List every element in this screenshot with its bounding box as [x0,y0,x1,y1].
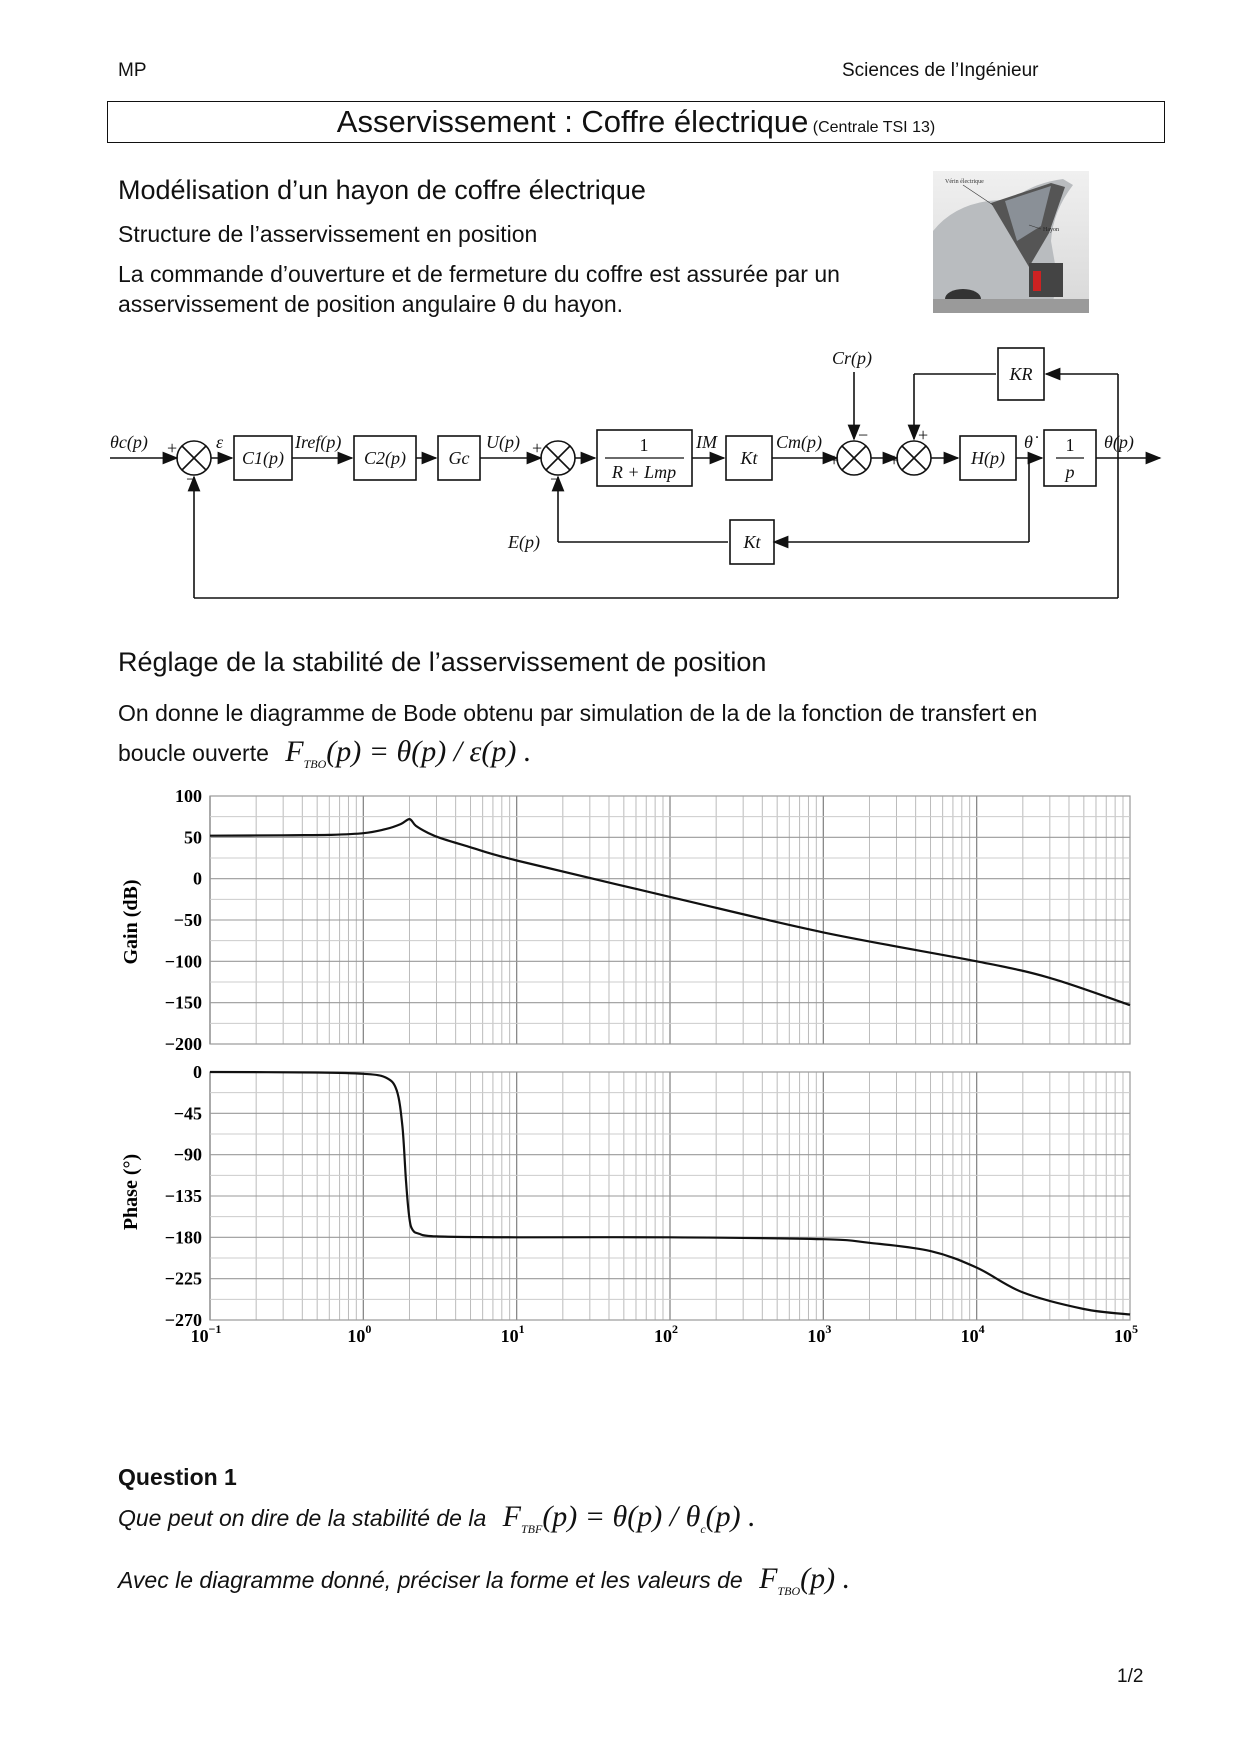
photo-label-hayon: Hayon [1043,227,1059,233]
formula-ftbf-rest2: (p) . [705,1500,756,1533]
diag-output: θ(p) [1104,432,1134,452]
formula-rest: (p) = θ(p) / ε(p) . [326,735,532,768]
block-int-num: 1 [1065,435,1075,455]
gain-ytick-label: −150 [164,992,202,1013]
question1-line2 [118,1562,850,1599]
diag-input: θc(p) [110,432,148,452]
block-h: H(p) [971,448,1005,468]
photo-label-verin: Vérin électrique [945,179,984,185]
question1-line1 [118,1500,756,1537]
formula-ftbf-sub: TBF [520,1522,543,1536]
x-tick-label: $10^3$ [807,1322,832,1346]
header-right: Sciences de l’Ingénieur [842,60,1039,81]
block-elec-den: R + Lmp [611,462,677,482]
phase-ytick-label: −270 [164,1310,202,1330]
phase-grid [210,1072,1130,1320]
section1-subheading: Structure de l’asservissement en position [118,221,538,247]
formula-ftbf-rest1: (p) = θ(p) / θ [542,1500,701,1533]
svg-text:+: + [167,438,178,458]
gain-ytick-label: 100 [175,786,202,806]
title-box [107,101,1165,143]
x-tick-label: $10^0$ [347,1322,372,1346]
car-trunk-photo [933,171,1089,313]
svg-text:−: − [186,469,197,489]
phase-ytick-label: −45 [173,1103,202,1124]
block-elec-num: 1 [639,435,649,455]
header-left: MP [118,60,147,81]
svg-text:+: + [889,450,900,470]
block-c1: C1(p) [242,448,284,468]
section2-para-prefix: boucle ouverte [118,740,269,766]
formula-ftbf-f: F [502,1500,521,1533]
question1-line2-prefix: Avec le diagramme donné, préciser la forme et les valeurs de [118,1567,743,1593]
gain-ytick-label: −50 [173,910,202,930]
block-kt-feedback: Kt [743,532,761,552]
diag-ep: E(p) [508,532,540,552]
formula-ftbf [502,1500,756,1536]
phase-ytick-label: −180 [164,1227,202,1248]
svg-text:+: + [829,450,840,470]
x-tick-label: $10^5$ [1114,1322,1138,1346]
question1-line1-prefix: Que peut on dire de la stabilité de la [118,1505,487,1531]
x-ticks [191,1322,1138,1346]
block-int-den: p [1065,462,1075,482]
block-kr: KR [1009,364,1033,384]
page-title: Asservissement : Coffre électrique [336,104,809,139]
section1-para-line2: asservissement de position angulaire θ du hayon. [118,291,624,317]
formula-sub: TBO [303,757,327,771]
phase-ylabel: Phase (°) [120,1153,142,1231]
formula-ftbo [285,735,532,771]
diag-cm: Cm(p) [776,432,822,452]
section1-para-line1: La commande d’ouverture et de fermeture du coffre est assurée par un [118,261,840,287]
phase-ytick-label: −135 [164,1186,202,1206]
phase-ticks [165,1062,202,1330]
gain-ytick-label: 0 [193,868,202,889]
block-diagram [110,338,1170,608]
bode-diagram [110,782,1170,1422]
sum-junction-3 [837,441,871,475]
x-tick-label: $10^2$ [654,1322,678,1346]
x-tick-label: $10^1$ [500,1322,525,1346]
page-subtitle: (Centrale TSI 13) [812,119,936,136]
gain-ytick-label: −200 [164,1034,202,1054]
block-c2: C2(p) [364,448,406,468]
diag-iref: Iref(p) [295,432,342,452]
diag-thetadot: θ̇ [1024,432,1033,452]
block-gc: Gc [448,448,470,468]
gain-ticks [165,786,202,1054]
formula-f: F [285,735,304,768]
svg-text:−: − [858,425,869,445]
phase-ytick-label: 0 [193,1062,202,1082]
gain-ytick-label: −100 [164,951,202,972]
svg-text:+: + [532,438,543,458]
formula-ftbo2-rest: (p) . [800,1562,851,1595]
formula-ftbo2-sub: TBO [777,1584,801,1598]
gain-ylabel: Gain (dB) [120,879,142,965]
sum-junction-4 [897,441,931,475]
section1-heading: Modélisation d’un hayon de coffre électrique [118,175,646,205]
formula-ftbo2-f: F [759,1562,778,1595]
x-tick-label: $10^{-1}$ [190,1322,222,1346]
formula-ftbo-2 [759,1562,851,1598]
svg-text:+: + [918,425,929,445]
diag-error: ε [216,432,224,452]
phase-ytick-label: −90 [173,1144,202,1165]
gain-ytick-label: 50 [184,827,202,848]
diag-cr: Cr(p) [832,348,872,368]
page-number: 1/2 [1117,1666,1144,1687]
diag-im: IM [696,432,717,452]
section2-para-line2 [118,736,531,780]
formula-ftbf-sub2: c [700,1522,706,1536]
diag-up: U(p) [486,432,520,452]
section2-heading: Réglage de la stabilité de l’asservissement de position [118,647,767,677]
block-kt: Kt [740,448,758,468]
phase-ytick-label: −225 [164,1268,202,1289]
question1-title: Question 1 [118,1464,237,1490]
section2-para-line1: On donne le diagramme de Bode obtenu par simulation de la de la fonction de transfert en [118,700,1038,726]
x-tick-label: $10^4$ [960,1322,985,1346]
svg-text:−: − [550,469,561,489]
